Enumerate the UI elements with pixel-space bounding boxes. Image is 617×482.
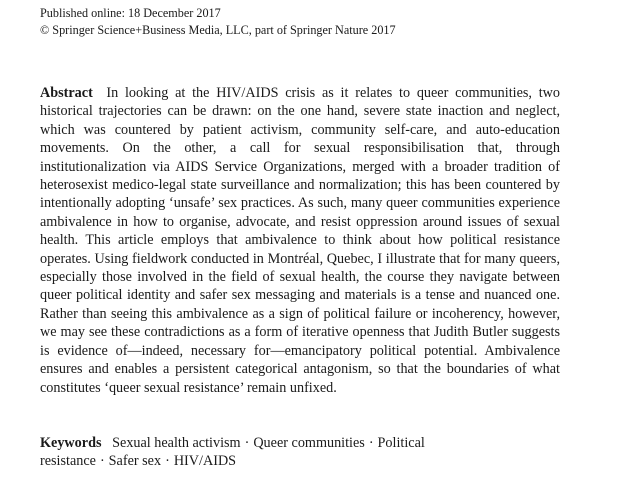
keywords-section: [40, 434, 480, 471]
keyword-separator: ·: [165, 453, 170, 470]
keyword: Queer communities: [253, 435, 365, 451]
keyword: Sexual health activism: [112, 435, 241, 451]
keyword: Political resistance: [40, 435, 425, 470]
published-date: Published online: 18 December 2017: [40, 6, 221, 20]
keywords-label: Keywords: [40, 435, 102, 451]
abstract-label: Abstract: [40, 85, 93, 101]
abstract-text: In looking at the HIV/AIDS crisis as it relates to queer communities, two historical trajectories can be drawn: on the one hand, severe state inaction and neglect, which was countered by patient activism, community self-care, and auto-education movements. On the other, a call for sexual responsibilisation that, through institutionalization via AIDS Service Organizations, merged with a broader tradition of heterosexist medico-legal state surveillance and normalization; this has been countered by intentionally adopting ‘unsafe’ sex practices. As such, many queer communities experience ambivalence in how to organise, advocate, and resist oppression around issues of sexual health. This article employs that ambivalence to think about how political resistance operates. Using fieldwork conducted in Montréal, Quebec, I illustrate that for many queers, especially those involved in the field of sexual health, the course they navigate between queer political identity and safer sex messaging and materials is a tense and nuanced one. Rather than seeing this ambivalence as a sign of political failure or incoherency, however, we may see these contradictions as a form of iterative openness that Judith Butler suggests is evidence of—indeed, necessary for—emancipatory political potential. Ambivalence ensures and enables a persistent categorical antagonism, so that the boundaries of what constitutes ‘queer sexual resistance’ remain unfixed.: [40, 85, 561, 396]
keyword: HIV/AIDS: [173, 453, 237, 470]
keyword-separator: ·: [368, 435, 374, 451]
keyword-separator: ·: [99, 453, 105, 470]
abstract-paragraph: [40, 84, 560, 397]
keyword: Safer sex: [108, 453, 162, 470]
keyword-separator: ·: [244, 435, 250, 451]
publication-info: [40, 5, 396, 39]
copyright-notice: © Springer Science+Business Media, LLC, part of Springer Nature 2017: [40, 23, 396, 37]
